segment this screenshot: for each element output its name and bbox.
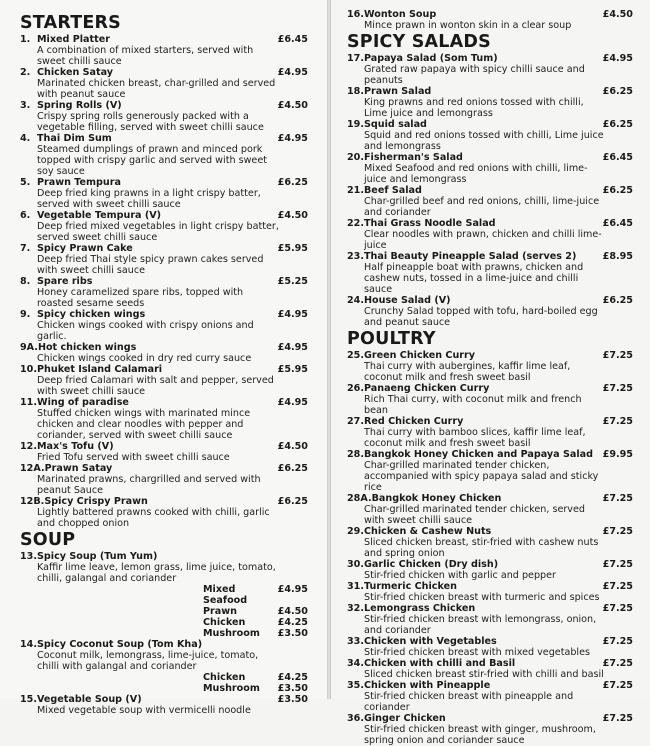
item-description: Fried Tofu served with sweet chilli sauce <box>37 452 230 463</box>
menu-item-header <box>20 496 308 507</box>
item-price: £7.25 <box>602 493 633 504</box>
item-name: Prawn Satay <box>44 463 113 474</box>
item-number: 25. <box>347 350 364 361</box>
item-price: £4.95 <box>277 133 308 144</box>
menu-item <box>20 639 308 694</box>
item-name: Spicy chicken wings <box>37 309 146 320</box>
menu-item <box>347 119 633 152</box>
item-number: 28A. <box>347 493 372 504</box>
item-number: 19. <box>347 119 364 130</box>
menu-item-header <box>347 218 633 229</box>
item-name: Wonton Soup <box>364 9 437 20</box>
menu-item <box>347 581 633 603</box>
item-description: Mince prawn in wonton skin in a clear soup <box>364 20 572 31</box>
item-number: 4. <box>20 133 31 144</box>
item-number: 30. <box>347 559 364 570</box>
menu-section <box>347 32 633 328</box>
item-number: 20. <box>347 152 364 163</box>
item-name: Wing of paradise <box>37 397 129 408</box>
item-price: £3.50 <box>277 694 308 705</box>
item-description: Stir-fried chicken breast with turmeric and spices <box>364 592 600 603</box>
menu-item <box>347 9 633 31</box>
item-price: £4.50 <box>277 100 308 111</box>
item-price: £4.95 <box>277 67 308 78</box>
menu-item-header <box>20 133 308 144</box>
item-description: Stuffed chicken wings with marinated mince chicken and clear noodles with pepper and coriander, served with sweet chilli sauce <box>37 408 251 441</box>
item-variant <box>20 606 308 617</box>
item-description: Sliced chicken breast stir-fried with chilli and basil <box>364 669 604 680</box>
item-name: Chicken with Pineapple <box>364 680 491 691</box>
item-variant <box>20 628 308 639</box>
menu-item-header <box>20 243 308 254</box>
item-price: £5.95 <box>277 364 308 375</box>
variant-name: Chicken <box>203 672 246 683</box>
item-price: £7.25 <box>602 350 633 361</box>
item-description: Stir-fried chicken with garlic and pepper <box>364 570 556 581</box>
menu-item <box>347 295 633 328</box>
menu-item <box>20 243 308 276</box>
item-variant <box>20 584 308 606</box>
item-number: 2. <box>20 67 31 78</box>
menu-item <box>347 493 633 526</box>
item-price: £7.25 <box>602 713 633 724</box>
menu-section <box>347 329 633 746</box>
item-description: Steamed dumplings of prawn and minced pork topped with crispy garlic and served with sweet soy sauce <box>37 144 268 177</box>
item-name: Vegetable Tempura (V) <box>37 210 162 221</box>
item-description: Deep fried king prawns in a light crispy batter, served with sweet chilli sauce <box>37 188 261 210</box>
item-price: £4.50 <box>277 210 308 221</box>
item-name: Chicken & Cashew Nuts <box>364 526 492 537</box>
menu-item-header <box>347 603 633 614</box>
item-price: £9.95 <box>602 449 633 460</box>
menu-item-header <box>347 559 633 570</box>
menu-item-header <box>20 463 308 474</box>
item-description: Marinated chicken breast, char-grilled and served with peanut sauce <box>37 78 276 100</box>
item-price: £4.95 <box>602 53 633 64</box>
menu-section <box>20 13 308 529</box>
item-description: Grated raw papaya with spicy chilli sauce and peanuts <box>364 64 585 86</box>
item-name: Squid salad <box>364 119 427 130</box>
menu-item <box>347 636 633 658</box>
item-price: £6.25 <box>602 86 633 97</box>
item-variant <box>20 683 308 694</box>
item-number: 29. <box>347 526 364 537</box>
menu-item-header <box>347 526 633 537</box>
menu-item-header <box>347 581 633 592</box>
menu-item-header <box>20 100 308 111</box>
menu-item <box>347 251 633 295</box>
item-variant <box>20 617 308 628</box>
item-number: 34. <box>347 658 364 669</box>
menu-item-header <box>20 342 308 353</box>
menu-item <box>20 177 308 210</box>
menu-item <box>20 34 308 67</box>
variant-price: £4.25 <box>277 617 308 628</box>
item-description: Crunchy Salad topped with tofu, hard-boiled egg and peanut sauce <box>364 306 598 328</box>
menu-item <box>20 551 308 639</box>
item-description: Deep fried Calamari with salt and pepper, served with sweet chilli sauce <box>37 375 274 397</box>
item-number: 13. <box>20 551 37 562</box>
menu-item-header <box>20 276 308 287</box>
menu-item <box>20 397 308 441</box>
item-number: 14. <box>20 639 37 650</box>
item-price: £7.25 <box>602 526 633 537</box>
item-number: 31. <box>347 581 364 592</box>
item-name: Bangkok Honey Chicken and Papaya Salad <box>364 449 593 460</box>
menu-item <box>347 218 633 251</box>
item-price: £7.25 <box>602 603 633 614</box>
item-number: 17. <box>347 53 364 64</box>
item-price: £4.50 <box>277 441 308 452</box>
item-name: Chicken with Vegetables <box>364 636 497 647</box>
item-number: 16. <box>347 9 364 20</box>
item-name: Garlic Chicken (Dry dish) <box>364 559 499 570</box>
menu-item-header <box>347 53 633 64</box>
variant-name: Mushroom <box>203 628 260 639</box>
section-heading: POULTRY <box>347 329 436 349</box>
menu-section <box>20 530 308 716</box>
item-name: Thai Grass Noodle Salad <box>364 218 496 229</box>
menu-item-header <box>20 34 308 45</box>
item-description: Mixed vegetable soup with vermicelli noodle <box>37 705 251 716</box>
menu-item-header <box>347 383 633 394</box>
menu-item-header <box>347 86 633 97</box>
item-number: 12B. <box>20 496 45 507</box>
item-name: Red Chicken Curry <box>364 416 464 427</box>
variant-name: Prawn <box>203 606 237 617</box>
menu-item-header <box>347 636 633 647</box>
menu-item <box>347 152 633 185</box>
item-price: £4.95 <box>277 397 308 408</box>
item-price: £6.45 <box>602 152 633 163</box>
menu-item <box>347 53 633 86</box>
item-price: £6.25 <box>277 177 308 188</box>
menu-item <box>20 133 308 177</box>
item-name: Green Chicken Curry <box>364 350 476 361</box>
menu-item <box>347 658 633 680</box>
variant-price: £3.50 <box>277 683 308 694</box>
menu-page-left <box>0 0 327 716</box>
item-description: Crispy spring rolls generously packed with a vegetable filling, served with sweet chilli sauce <box>37 111 264 133</box>
section-heading: SPICY SALADS <box>347 32 491 52</box>
item-description: Mixed Seafood and red onions with chilli, lime-juice and lemongrass <box>364 163 588 185</box>
menu-item-header <box>20 364 308 375</box>
menu-item-header <box>20 397 308 408</box>
menu-item <box>20 210 308 243</box>
item-name: Chicken Satay <box>37 67 114 78</box>
item-number: 12A. <box>20 463 45 474</box>
menu-item <box>20 496 308 529</box>
menu-item-header <box>347 295 633 306</box>
item-price: £7.25 <box>602 658 633 669</box>
menu-item <box>20 276 308 309</box>
item-name: Spicy Coconut Soup (Tom Kha) <box>37 639 203 650</box>
item-number: 10. <box>20 364 37 375</box>
menu-item <box>20 100 308 133</box>
item-description: Char-grilled marinated tender chicken, served with sweet chilli sauce <box>364 504 585 526</box>
menu-item-header <box>347 350 633 361</box>
item-description: Chicken wings cooked in dry red curry sauce <box>37 353 252 364</box>
menu-item <box>20 342 308 364</box>
item-name: Spicy Soup (Tum Yum) <box>37 551 158 562</box>
item-description: Coconut milk, lemongrass, lime-juice, tomato, chilli with galangal and coriander <box>37 650 259 672</box>
item-price: £5.25 <box>277 276 308 287</box>
item-description: Deep fried mixed vegetables in light crispy batter, served sweet chilli sauce <box>37 221 279 243</box>
menu-section <box>347 9 633 31</box>
item-price: £6.25 <box>277 496 308 507</box>
item-name: Prawn Tempura <box>37 177 121 188</box>
item-price: £6.25 <box>602 185 633 196</box>
item-number: 27. <box>347 416 364 427</box>
item-price: £6.25 <box>277 463 308 474</box>
menu-item-header <box>20 67 308 78</box>
item-description: Kaffir lime leave, lemon grass, lime juice, tomato, chilli, galangal and coriander <box>37 562 276 584</box>
item-description: Lightly battered prawns cooked with chilli, garlic and chopped onion <box>37 507 270 529</box>
item-description: Half pineapple boat with prawns, chicken and cashew nuts, tossed in a lime-juice and chilli sauce <box>364 262 584 295</box>
menu-item <box>347 416 633 449</box>
menu-item-header <box>347 9 633 20</box>
item-number: 8. <box>20 276 31 287</box>
item-number: 32. <box>347 603 364 614</box>
menu-item-header <box>20 177 308 188</box>
item-number: 1. <box>20 34 31 45</box>
item-description: Deep fried Thai style spicy prawn cakes served with sweet chilli sauce <box>37 254 264 276</box>
item-name: Thai Dim Sum <box>37 133 112 144</box>
menu-item <box>20 364 308 397</box>
item-description: Thai curry with bamboo slices, kaffir lime leaf, coconut milk and fresh sweet basil <box>364 427 586 449</box>
item-name: Max's Tofu (V) <box>37 441 114 452</box>
menu-item-header <box>347 119 633 130</box>
menu-item <box>20 309 308 342</box>
item-price: £4.50 <box>602 9 633 20</box>
menu-item <box>20 441 308 463</box>
menu-item <box>347 383 633 416</box>
menu-item-header <box>347 449 633 460</box>
variant-name: Mushroom <box>203 683 260 694</box>
item-price: £6.45 <box>277 34 308 45</box>
item-price: £7.25 <box>602 581 633 592</box>
item-number: 18. <box>347 86 364 97</box>
menu-item-header <box>347 416 633 427</box>
item-name: Papaya Salad (Som Tum) <box>364 53 498 64</box>
variant-name: Chicken <box>203 617 246 628</box>
menu-item-header <box>20 639 308 650</box>
menu-item-header <box>347 713 633 724</box>
item-description: A combination of mixed starters, served with sweet chilli sauce <box>37 45 254 67</box>
variant-name: Mixed Seafood <box>203 584 248 606</box>
item-name: Spicy Prawn Cake <box>37 243 133 254</box>
item-price: £6.25 <box>602 295 633 306</box>
item-name: House Salad (V) <box>364 295 451 306</box>
item-price: £7.25 <box>602 383 633 394</box>
item-price <box>274 551 308 562</box>
menu-item <box>347 713 633 746</box>
item-name: Ginger Chicken <box>364 713 446 724</box>
item-price: £7.25 <box>602 680 633 691</box>
menu-item-header <box>347 152 633 163</box>
item-name: Spicy Crispy Prawn <box>44 496 148 507</box>
item-description: Char-grilled beef and red onions, chilli, lime-juice and coriander <box>364 196 600 218</box>
menu-page-right <box>331 0 650 746</box>
item-number: 24. <box>347 295 364 306</box>
menu-item-header <box>347 493 633 504</box>
item-name: Mixed Platter <box>37 34 110 45</box>
item-number: 9. <box>20 309 31 320</box>
item-price: £8.95 <box>602 251 633 262</box>
variant-price: £4.25 <box>277 672 308 683</box>
item-number: 28. <box>347 449 364 460</box>
menu-item <box>347 449 633 493</box>
menu-item-header <box>20 309 308 320</box>
variant-price: £4.50 <box>277 606 308 617</box>
item-name: Prawn Salad <box>364 86 432 97</box>
item-name: Panaeng Chicken Curry <box>364 383 490 394</box>
item-description: Thai curry with aubergines, kaffir lime leaf, coconut milk and fresh sweet basil <box>364 361 571 383</box>
menu-item-header <box>347 658 633 669</box>
item-number: 23. <box>347 251 364 262</box>
item-description: Honey caramelized spare ribs, topped with roasted sesame seeds <box>37 287 244 309</box>
item-description: Sliced chicken breast, stir-fried with cashew nuts and spring onion <box>364 537 599 559</box>
menu-item <box>347 559 633 581</box>
menu-item-header <box>20 551 308 562</box>
item-number: 35. <box>347 680 364 691</box>
menu-item-header <box>20 210 308 221</box>
item-price: £7.25 <box>602 559 633 570</box>
item-price: £5.95 <box>277 243 308 254</box>
menu-item <box>20 694 308 716</box>
item-number: 21. <box>347 185 364 196</box>
item-description: Stir-fried chicken breast with mixed vegetables <box>364 647 591 658</box>
item-variant <box>20 672 308 683</box>
item-price: £7.25 <box>602 416 633 427</box>
item-number: 9A. <box>20 342 38 353</box>
item-price: £4.95 <box>277 309 308 320</box>
menu-item <box>347 526 633 559</box>
item-name: Beef Salad <box>364 185 422 196</box>
item-description: Marinated prawns, chargrilled and served with peanut Sauce <box>37 474 261 496</box>
menu-column-left <box>20 12 308 716</box>
item-number: 11. <box>20 397 37 408</box>
item-name: Lemongrass Chicken <box>364 603 476 614</box>
item-number: 22. <box>347 218 364 229</box>
item-name: Phuket Island Calamari <box>37 364 163 375</box>
menu-item <box>347 603 633 636</box>
menu-item <box>347 86 633 119</box>
item-name: Thai Beauty Pineapple Salad (serves 2) <box>364 251 577 262</box>
item-price: £6.45 <box>602 218 633 229</box>
item-description: Stir-fried chicken breast with pineapple and coriander <box>364 691 574 713</box>
menu-item-header <box>20 441 308 452</box>
menu-item <box>347 680 633 713</box>
item-number: 6. <box>20 210 31 221</box>
section-heading: STARTERS <box>20 13 121 33</box>
item-number: 15. <box>20 694 37 705</box>
item-name: Fisherman's Salad <box>364 152 463 163</box>
menu-item-header <box>347 680 633 691</box>
item-description: King prawns and red onions tossed with chilli, Lime juice and lemongrass <box>364 97 584 119</box>
item-name: Hot chicken wings <box>37 342 137 353</box>
variant-price: £4.95 <box>277 584 308 595</box>
item-description: Squid and red onions tossed with chilli, Lime juice and lemongrass <box>364 130 604 152</box>
item-name: Vegetable Soup (V) <box>37 694 142 705</box>
item-name: Chicken with chilli and Basil <box>364 658 516 669</box>
item-description: Clear noodles with prawn, chicken and chilli lime-juice <box>364 229 602 251</box>
item-name: Turmeric Chicken <box>364 581 457 592</box>
menu-item-header <box>20 694 308 705</box>
menu-item <box>20 67 308 100</box>
menu-item <box>347 185 633 218</box>
item-price <box>274 639 308 650</box>
item-description: Stir-fried chicken breast with lemongrass, onion, and coriander <box>364 614 597 636</box>
variant-price: £3.50 <box>277 628 308 639</box>
item-number: 5. <box>20 177 31 188</box>
item-number: 36. <box>347 713 364 724</box>
item-number: 33. <box>347 636 364 647</box>
item-name: Bangkok Honey Chicken <box>371 493 502 504</box>
item-number: 7. <box>20 243 31 254</box>
item-price: £7.25 <box>602 636 633 647</box>
item-price: £4.95 <box>277 342 308 353</box>
item-description: Char-grilled marinated tender chicken, accompanied with spicy papaya salad and sticky rice <box>364 460 599 493</box>
menu-column-right <box>347 9 633 746</box>
item-description: Rich Thai curry, with coconut milk and french bean <box>364 394 582 416</box>
menu-item-header <box>347 251 633 262</box>
menu-item-header <box>347 185 633 196</box>
item-description: Stir-fried chicken breast with ginger, mushroom, spring onion and coriander sauce <box>364 724 596 746</box>
section-heading: SOUP <box>20 530 76 550</box>
item-price: £6.25 <box>602 119 633 130</box>
menu-item <box>347 350 633 383</box>
item-number: 26. <box>347 383 364 394</box>
menu-item <box>20 463 308 496</box>
item-number: 3. <box>20 100 31 111</box>
item-name: Spare ribs <box>37 276 93 287</box>
item-number: 12. <box>20 441 37 452</box>
item-description: Chicken wings cooked with crispy onions and garlic. <box>37 320 254 342</box>
item-name: Spring Rolls (V) <box>37 100 122 111</box>
